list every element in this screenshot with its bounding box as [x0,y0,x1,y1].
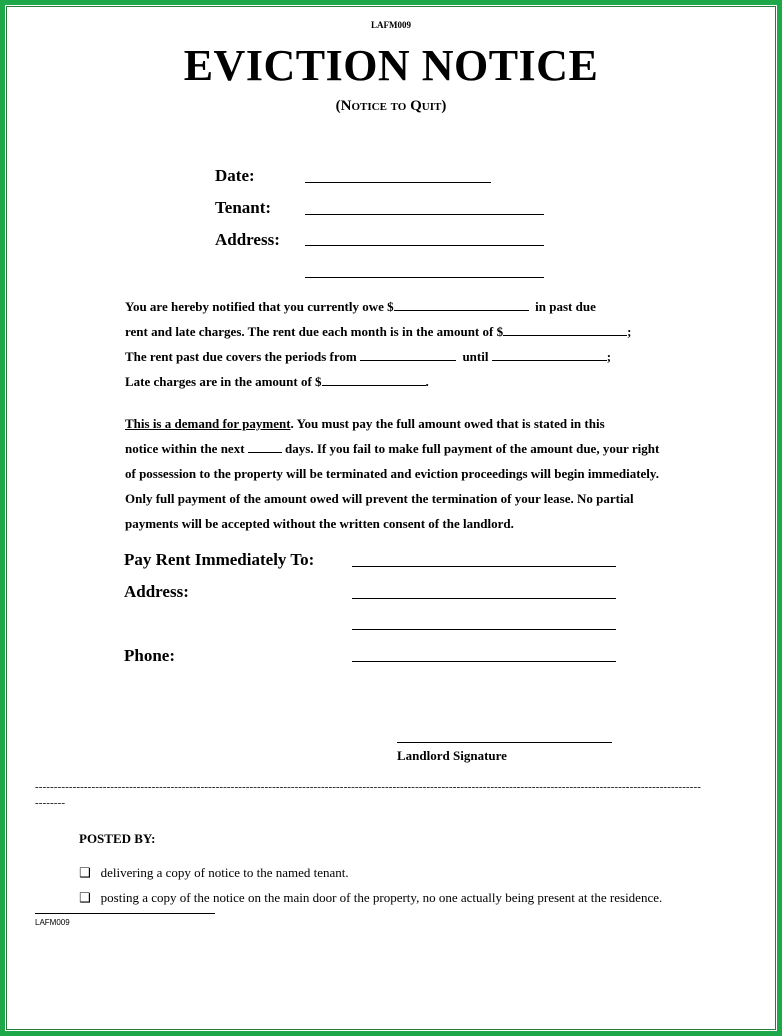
pay-address-label: Address: [124,582,189,601]
period-from-field[interactable] [360,349,456,361]
days-field[interactable] [248,441,282,453]
page-title: EVICTION NOTICE [183,41,599,90]
demand-line-1 [125,416,605,432]
demand-text: days. If you fail to make full payment of the amount due, your right [285,441,660,456]
demand-line-2 [125,441,659,457]
address-field-line2[interactable] [305,277,544,278]
notice-text: until [462,349,489,364]
notice-text: ; [627,324,632,339]
footer-rule [35,913,215,914]
period-until-field[interactable] [492,349,607,361]
notice-line-1 [125,299,596,315]
amount-owed-field[interactable] [394,299,529,311]
notice-text: You are hereby notified that you currently owe $ [125,299,394,314]
late-charges-field[interactable] [322,374,426,386]
option-label: delivering a copy of notice to the named tenant. [100,865,349,880]
pay-to-field[interactable] [352,566,616,567]
form-code-footer: LAFM009 [35,918,70,927]
page-subtitle: (Notice to Quit) [335,98,447,114]
address-field-line1[interactable] [305,245,544,246]
form-code: LAFM009 [371,20,411,30]
demand-heading: This is a demand for payment [125,416,291,431]
tenant-field[interactable] [305,214,544,215]
address-label: Address: [215,230,280,249]
notice-text: The rent past due covers the periods from [125,349,357,364]
monthly-rent-field[interactable] [503,324,627,336]
checkbox-icon[interactable]: ❑ [79,866,91,881]
option-label: posting a copy of the notice on the main door of the property, no one actually being present at the residence. [100,890,663,905]
option-delivering [79,864,349,882]
signature-label: Landlord Signature [397,748,507,763]
notice-text: Late charges are in the amount of $ [125,374,322,389]
tenant-label: Tenant: [215,198,272,217]
notice-line-2 [125,324,631,340]
pay-address-field-line2[interactable] [352,629,616,630]
signature-field[interactable] [397,742,612,743]
notice-line-3 [125,349,611,365]
notice-line-4 [125,374,429,390]
cut-line-continued: -------- [35,797,66,809]
notice-text: . [425,374,429,389]
phone-field[interactable] [352,661,616,662]
date-label: Date: [215,166,255,185]
phone-label: Phone: [124,646,175,665]
notice-text: rent and late charges. The rent due each month is in the amount of $ [125,324,504,339]
date-field[interactable] [305,182,491,183]
demand-text: . You must pay the full amount owed that is stated in this [290,416,605,431]
demand-line-3: of possession to the property will be terminated and eviction proceedings will begin immediately. [125,466,659,481]
cut-line: --------------------------------------------------------------------------------------------------------------------------------------------------------------------------------- [35,781,702,793]
notice-text: in past due [535,299,596,314]
notice-text: ; [606,349,612,364]
posted-by-label: POSTED BY: [79,831,156,846]
checkbox-icon[interactable]: ❑ [79,891,91,906]
pay-rent-label: Pay Rent Immediately To: [124,550,315,569]
demand-line-5: payments will be accepted without the written consent of the landlord. [125,516,514,531]
pay-address-field-line1[interactable] [352,598,616,599]
option-posting [79,889,662,907]
demand-line-4: Only full payment of the amount owed will prevent the termination of your lease. No partial [125,491,634,506]
demand-text: notice within the next [125,441,245,456]
